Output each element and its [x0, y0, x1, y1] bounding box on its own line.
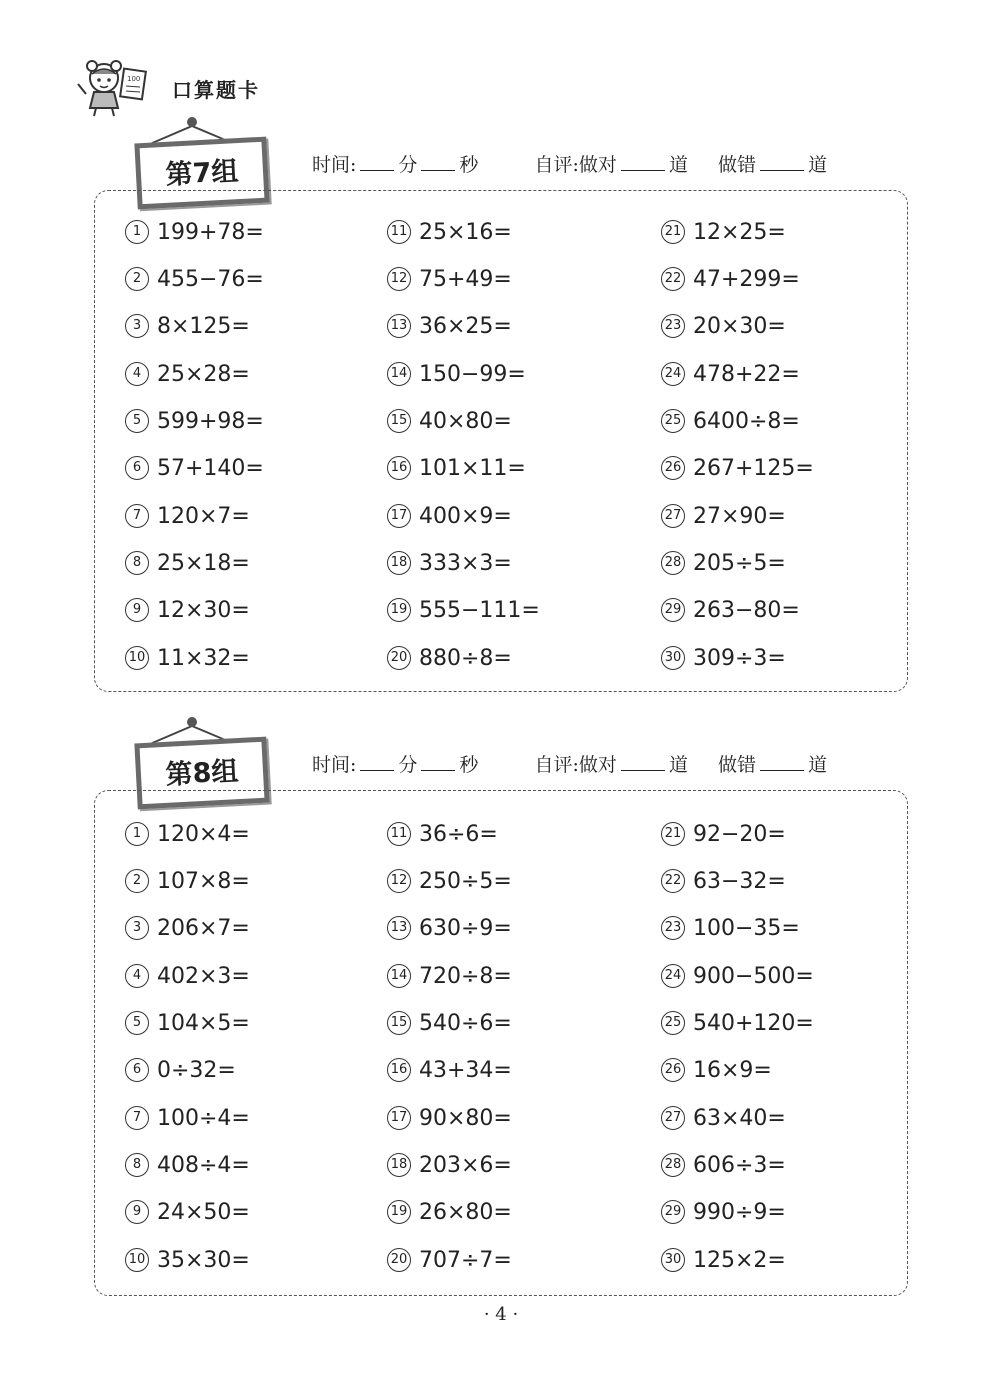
problem-number: 13 [387, 314, 411, 338]
problem-item [125, 217, 264, 247]
problem-number: 5 [125, 409, 149, 433]
problem-number: 2 [125, 869, 149, 893]
problem-item [661, 453, 814, 483]
problem-number: 18 [387, 1153, 411, 1177]
problem-expression: 100÷4= [157, 1105, 250, 1131]
problem-number: 9 [125, 1200, 149, 1224]
problem-expression: 12×30= [157, 597, 250, 623]
problem-item [387, 501, 512, 531]
problem-expression: 206×7= [157, 915, 250, 941]
problem-number: 21 [661, 220, 685, 244]
problem-number: 9 [125, 598, 149, 622]
problem-item [387, 913, 512, 943]
problem-number: 21 [661, 822, 685, 846]
problem-number: 7 [125, 1106, 149, 1130]
problem-number: 20 [387, 1248, 411, 1272]
problem-box [94, 190, 908, 692]
seconds-label: 秒 [459, 154, 479, 176]
problem-expression: 125×2= [693, 1247, 786, 1273]
problem-expression: 408÷4= [157, 1152, 250, 1178]
score-line [312, 150, 827, 177]
problem-item [661, 406, 800, 436]
problem-number: 26 [661, 456, 685, 480]
problem-number: 7 [125, 504, 149, 528]
problem-number: 13 [387, 916, 411, 940]
problem-number: 25 [661, 1011, 685, 1035]
problem-box [94, 790, 908, 1296]
problem-item [125, 406, 264, 436]
problem-number: 26 [661, 1058, 685, 1082]
problem-item [387, 1103, 512, 1133]
problem-number: 27 [661, 504, 685, 528]
problem-expression: 6400÷8= [693, 408, 800, 434]
problem-number: 23 [661, 314, 685, 338]
problem-expression: 150−99= [419, 361, 526, 387]
group-label: 第7组 [164, 156, 240, 191]
problem-expression: 720÷8= [419, 963, 512, 989]
score-line [312, 750, 827, 777]
problem-number: 12 [387, 869, 411, 893]
problem-number: 30 [661, 646, 685, 670]
problem-expression: 47+299= [693, 266, 800, 292]
problem-item [125, 1008, 250, 1038]
problem-item [125, 595, 250, 625]
wrong-blank [760, 752, 804, 771]
problem-item [387, 548, 512, 578]
problem-number: 10 [125, 646, 149, 670]
problem-expression: 402×3= [157, 963, 250, 989]
problem-number: 29 [661, 598, 685, 622]
correct-blank [621, 752, 665, 771]
problem-number: 17 [387, 1106, 411, 1130]
svg-text:100: 100 [127, 75, 141, 83]
problem-expression: 990÷9= [693, 1199, 786, 1225]
problem-item [125, 1103, 250, 1133]
problem-expression: 540÷6= [419, 1010, 512, 1036]
problem-expression: 120×4= [157, 821, 250, 847]
problem-expression: 0÷32= [157, 1057, 236, 1083]
problem-item [125, 866, 250, 896]
problem-expression: 263−80= [693, 597, 800, 623]
problem-number: 28 [661, 551, 685, 575]
problem-expression: 630÷9= [419, 915, 512, 941]
problem-expression: 35×30= [157, 1247, 250, 1273]
correct-blank [621, 152, 665, 171]
problem-number: 16 [387, 1058, 411, 1082]
problem-expression: 36×25= [419, 313, 512, 339]
problem-item [661, 1197, 786, 1227]
problem-expression: 333×3= [419, 550, 512, 576]
problem-expression: 63×40= [693, 1105, 786, 1131]
problem-expression: 104×5= [157, 1010, 250, 1036]
group-label: 第8组 [164, 756, 240, 791]
problem-expression: 63−32= [693, 868, 786, 894]
problem-item [661, 548, 786, 578]
problem-number: 29 [661, 1200, 685, 1224]
problem-item [125, 453, 264, 483]
problem-item [125, 1197, 250, 1227]
problem-number: 17 [387, 504, 411, 528]
problem-item [125, 1150, 250, 1180]
problem-number: 19 [387, 1200, 411, 1224]
problem-expression: 11×32= [157, 645, 250, 671]
problem-item [125, 1055, 236, 1085]
problem-expression: 75+49= [419, 266, 512, 292]
minutes-blank [360, 752, 394, 771]
problem-number: 2 [125, 267, 149, 291]
problem-item [387, 1008, 512, 1038]
problem-item [125, 501, 250, 531]
seconds-blank [421, 152, 455, 171]
minutes-label: 分 [398, 754, 418, 776]
problem-item [661, 819, 786, 849]
problem-number: 3 [125, 314, 149, 338]
problem-number: 15 [387, 409, 411, 433]
problem-expression: 267+125= [693, 455, 814, 481]
problem-expression: 36÷6= [419, 821, 498, 847]
problem-expression: 599+98= [157, 408, 264, 434]
problem-expression: 12×25= [693, 219, 786, 245]
problem-item [125, 819, 250, 849]
problem-number: 11 [387, 220, 411, 244]
problem-number: 4 [125, 362, 149, 386]
problem-expression: 100−35= [693, 915, 800, 941]
problem-item [387, 264, 512, 294]
problem-number: 22 [661, 267, 685, 291]
minutes-blank [360, 152, 394, 171]
problem-number: 18 [387, 551, 411, 575]
problem-expression: 250÷5= [419, 868, 512, 894]
problem-expression: 555−111= [419, 597, 540, 623]
problem-number: 23 [661, 916, 685, 940]
problem-item [661, 961, 814, 991]
problem-expression: 40×80= [419, 408, 512, 434]
problem-number: 12 [387, 267, 411, 291]
problem-item [661, 913, 800, 943]
time-label: 时间: [312, 154, 357, 176]
problem-item [387, 359, 526, 389]
problem-item [661, 264, 800, 294]
problem-expression: 27×90= [693, 503, 786, 529]
problem-expression: 455−76= [157, 266, 264, 292]
problem-item [661, 501, 786, 531]
problem-item [661, 217, 786, 247]
problem-item [387, 453, 526, 483]
problem-number: 6 [125, 456, 149, 480]
wrong-blank [760, 152, 804, 171]
problem-expression: 203×6= [419, 1152, 512, 1178]
problem-item [661, 359, 800, 389]
problem-number: 22 [661, 869, 685, 893]
problem-number: 5 [125, 1011, 149, 1035]
problem-expression: 478+22= [693, 361, 800, 387]
problem-item [387, 595, 540, 625]
problem-number: 24 [661, 362, 685, 386]
correct-label: 自评:做对 [534, 154, 617, 176]
problem-number: 20 [387, 646, 411, 670]
problem-item [387, 961, 512, 991]
problem-expression: 26×80= [419, 1199, 512, 1225]
problem-expression: 92−20= [693, 821, 786, 847]
problem-expression: 540+120= [693, 1010, 814, 1036]
problem-item [387, 311, 512, 341]
problem-expression: 8×125= [157, 313, 250, 339]
problem-number: 14 [387, 964, 411, 988]
problem-item [661, 643, 786, 673]
seconds-label: 秒 [459, 754, 479, 776]
problem-number: 1 [125, 220, 149, 244]
problem-expression: 24×50= [157, 1199, 250, 1225]
correct-unit: 道 [668, 754, 688, 776]
problem-expression: 90×80= [419, 1105, 512, 1131]
girl-mascot-icon [74, 56, 154, 118]
problem-expression: 107×8= [157, 868, 250, 894]
problem-number: 6 [125, 1058, 149, 1082]
correct-label: 自评:做对 [534, 754, 617, 776]
problem-item [125, 961, 250, 991]
wrong-unit: 道 [808, 754, 828, 776]
problem-item [661, 1008, 814, 1038]
problem-item [661, 1245, 786, 1275]
problem-item [661, 1103, 786, 1133]
problem-item [125, 913, 250, 943]
wrong-label: 做错 [718, 154, 757, 176]
problem-number: 11 [387, 822, 411, 846]
problem-item [125, 264, 264, 294]
problem-item [125, 359, 250, 389]
problem-number: 15 [387, 1011, 411, 1035]
problem-item [661, 866, 786, 896]
problem-number: 1 [125, 822, 149, 846]
problem-expression: 309÷3= [693, 645, 786, 671]
problem-item [387, 217, 512, 247]
problem-expression: 205÷5= [693, 550, 786, 576]
problem-number: 8 [125, 1153, 149, 1177]
problem-expression: 25×28= [157, 361, 250, 387]
problem-item [125, 311, 250, 341]
problem-expression: 20×30= [693, 313, 786, 339]
problem-expression: 199+78= [157, 219, 264, 245]
problem-number: 14 [387, 362, 411, 386]
problem-expression: 400×9= [419, 503, 512, 529]
problem-item [387, 866, 512, 896]
time-label: 时间: [312, 754, 357, 776]
problem-number: 3 [125, 916, 149, 940]
problem-number: 25 [661, 409, 685, 433]
problem-number: 10 [125, 1248, 149, 1272]
problem-item [125, 548, 250, 578]
minutes-label: 分 [398, 154, 418, 176]
problem-expression: 900−500= [693, 963, 814, 989]
problem-expression: 101×11= [419, 455, 526, 481]
problem-item [387, 1245, 512, 1275]
problem-number: 28 [661, 1153, 685, 1177]
problem-item [125, 643, 250, 673]
problem-number: 4 [125, 964, 149, 988]
problem-expression: 25×16= [419, 219, 512, 245]
wrong-unit: 道 [808, 154, 828, 176]
problem-number: 27 [661, 1106, 685, 1130]
problem-expression: 120×7= [157, 503, 250, 529]
problem-expression: 606÷3= [693, 1152, 786, 1178]
problem-number: 24 [661, 964, 685, 988]
problem-expression: 880÷8= [419, 645, 512, 671]
problem-item [387, 1197, 512, 1227]
problem-item [661, 595, 800, 625]
problem-number: 8 [125, 551, 149, 575]
problem-expression: 25×18= [157, 550, 250, 576]
problem-item [125, 1245, 250, 1275]
page-header [74, 56, 374, 118]
problem-item [387, 1150, 512, 1180]
problem-number: 19 [387, 598, 411, 622]
problem-item [661, 1150, 786, 1180]
problem-item [387, 1055, 512, 1085]
problem-number: 30 [661, 1248, 685, 1272]
problem-item [387, 406, 512, 436]
problem-item [387, 819, 498, 849]
problem-expression: 57+140= [157, 455, 264, 481]
problem-item [661, 1055, 772, 1085]
problem-expression: 707÷7= [419, 1247, 512, 1273]
problem-expression: 16×9= [693, 1057, 772, 1083]
problem-item [387, 643, 512, 673]
problem-item [661, 311, 786, 341]
page-number: · 4 · [483, 1304, 519, 1325]
wrong-label: 做错 [718, 754, 757, 776]
problem-number: 16 [387, 456, 411, 480]
seconds-blank [421, 752, 455, 771]
page-title: 口算题卡 [172, 78, 260, 102]
problem-expression: 43+34= [419, 1057, 512, 1083]
correct-unit: 道 [668, 154, 688, 176]
